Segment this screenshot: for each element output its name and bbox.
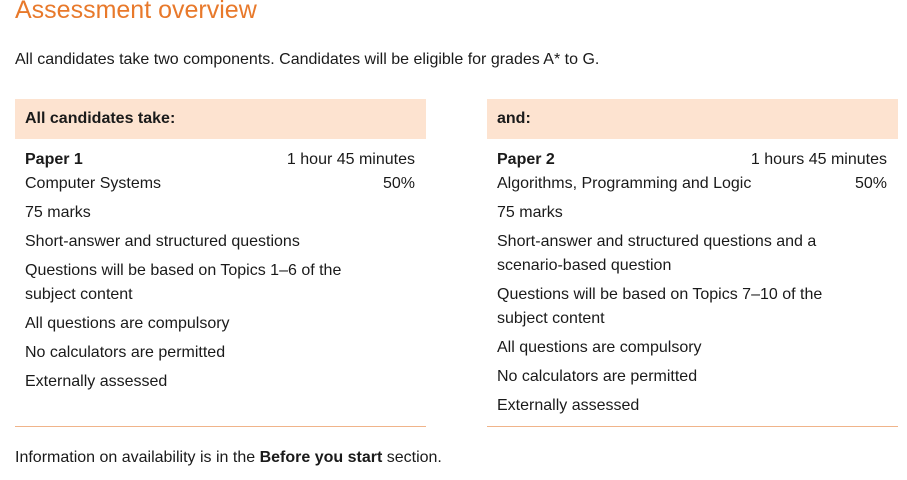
- paper-weight: 50%: [854, 175, 887, 192]
- paper-weight: 50%: [382, 175, 415, 192]
- paper-heading-row: [497, 148, 887, 172]
- list-item: No calculators are permitted: [25, 344, 226, 361]
- footer-prefix: Information on availability is in the: [15, 449, 260, 466]
- paper-subtitle-row: [497, 172, 887, 196]
- paper-2-panel: [487, 99, 898, 427]
- footer-section-name: Before you start: [259, 449, 383, 466]
- intro-text: All candidates take two components. Candidates will be eligible for grades A* to G.: [15, 51, 600, 68]
- paper-1-panel: [15, 99, 426, 427]
- list-item: Externally assessed: [497, 397, 640, 414]
- panel-header: All candidates take:: [15, 99, 426, 139]
- page-title: Assessment overview: [15, 0, 257, 24]
- paper-heading-row: [25, 148, 415, 172]
- paper-subtitle: Algorithms, Programming and Logic: [497, 175, 752, 192]
- list-item: Short-answer and structured questions: [25, 233, 300, 250]
- list-item: No calculators are permitted: [497, 368, 698, 385]
- list-item: Externally assessed: [25, 373, 168, 390]
- paper-subtitle-row: [25, 172, 415, 196]
- paper-name: Paper 2: [497, 151, 555, 168]
- list-item: All questions are compulsory: [25, 315, 230, 332]
- panel-body: [487, 139, 898, 418]
- paper-duration: 1 hour 45 minutes: [286, 151, 415, 168]
- footer-note: [15, 449, 442, 467]
- paper-name: Paper 1: [25, 151, 83, 168]
- list-item: 75 marks: [497, 204, 563, 221]
- paper-subtitle: Computer Systems: [25, 175, 162, 192]
- list-item: 75 marks: [25, 204, 91, 221]
- footer-suffix: section.: [382, 449, 442, 466]
- list-item: Questions will be based on Topics 7–10 of the subject content: [497, 286, 823, 327]
- panel-body: [15, 139, 426, 394]
- paper-duration: 1 hours 45 minutes: [750, 151, 887, 168]
- panel-header: and:: [487, 99, 898, 139]
- list-item: Questions will be based on Topics 1–6 of the subject content: [25, 262, 342, 303]
- list-item: All questions are compulsory: [497, 339, 702, 356]
- list-item: Short-answer and structured questions and a scenario-based question: [497, 233, 817, 274]
